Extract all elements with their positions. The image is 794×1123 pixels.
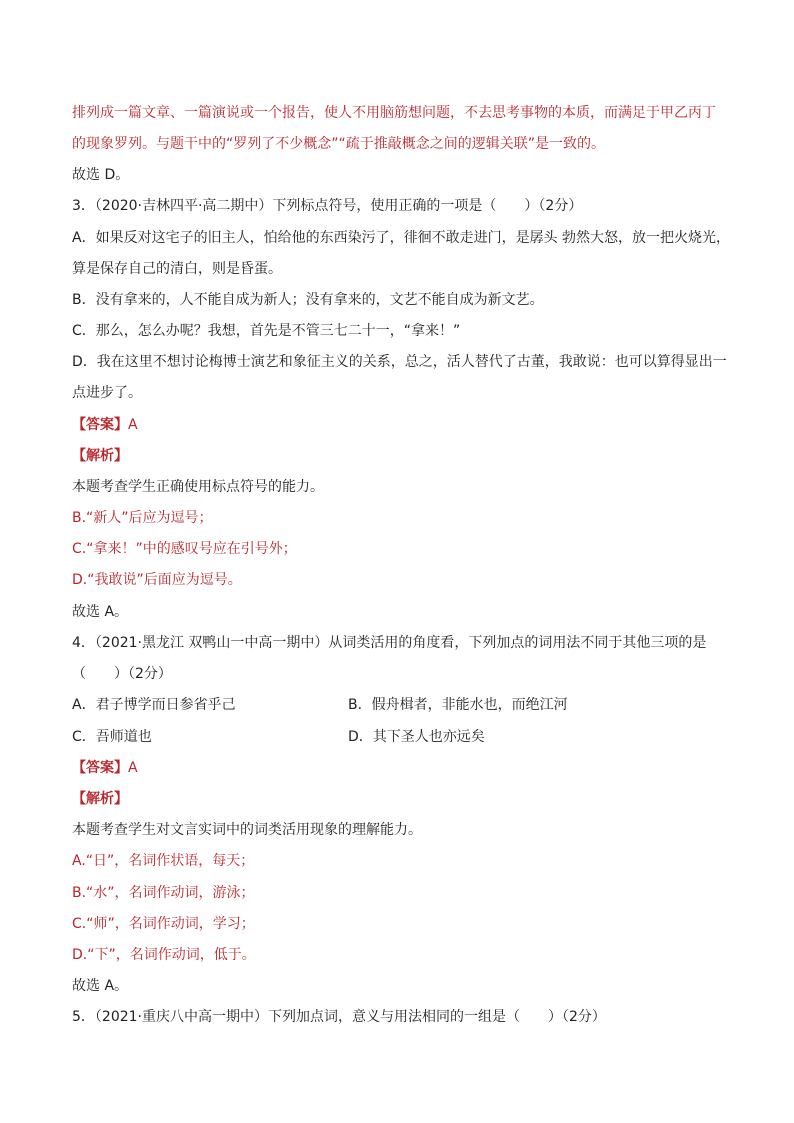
q4-analysis-label: 【解析】 (72, 791, 128, 807)
q4-conclusion: 故选 A。 (72, 978, 129, 994)
q4-stem-line-2: （ ）（2分） (72, 666, 172, 682)
q3-conclusion: 故选 A。 (72, 604, 129, 620)
q4-option-b: B．假舟楫者，非能水也，而绝江河 (348, 697, 568, 713)
intro-conclusion: 故选 D。 (72, 167, 130, 183)
q3-analysis-label: 【解析】 (72, 448, 128, 464)
q3-option-a-line-1: A．如果反对这宅子的旧主人，怕给他的东西染污了，徘徊不敢走进门，是孱头 勃然大怒，放一把火烧光， (72, 230, 731, 246)
q3-stem: 3．（2020·吉林四平·高二期中）下列标点符号，使用正确的一项是（ ）（2分） (72, 198, 583, 214)
q3-note-d: D.“我敢说”后面应为逗号。 (72, 572, 242, 588)
q3-option-c: C．那么，怎么办呢？我想，首先是不管三七二十一，“拿来！” (72, 323, 461, 339)
q4-answer (72, 759, 138, 777)
q4-option-c: C．吾师道也 (72, 729, 152, 745)
q3-answer-label: 【答案】 (72, 417, 128, 433)
q3-answer-value: A (128, 417, 138, 433)
q5-stem: 5．（2021·重庆八中高一期中）下列加点词，意义与用法相同的一组是（ ）（2分） (72, 1009, 606, 1025)
q4-answer-value: A (128, 760, 138, 776)
q3-note-b: B.“新人”后应为逗号； (72, 510, 213, 526)
q4-option-a: A．君子博学而日参省乎己 (72, 697, 236, 713)
q4-note-c: C.“师”，名词作动词，学习； (72, 916, 255, 932)
q3-option-a-line-2: 算是保存自己的清白，则是昏蛋。 (72, 261, 282, 277)
q4-note-a: A.“日”，名词作状语，每天； (72, 853, 255, 869)
q3-analysis: 本题考查学生正确使用标点符号的能力。 (72, 479, 324, 495)
q4-stem-line-1: 4．（2021·黑龙江 双鸭山一中高一期中）从词类活用的角度看，下列加点的词用法不同于其他三项的是 (72, 635, 707, 651)
intro-line-1: 排列成一篇文章、一篇演说或一个报告，使人不用脑筋想问题，不去思考事物的本质，而满足于甲乙丙丁 (72, 105, 716, 121)
q3-answer (72, 416, 138, 434)
q4-option-d: D．其下圣人也亦远矣 (348, 729, 485, 745)
q4-answer-label: 【答案】 (72, 760, 128, 776)
q3-option-d-line-1: D．我在这里不想讨论梅博士演艺和象征主义的关系，总之，活人替代了古董，我敢说：也可以算得显出一 (72, 354, 727, 370)
intro-line-2: 的现象罗列。与题干中的“罗列了不少概念”“疏于推敲概念之间的逻辑关联”是一致的。 (72, 136, 606, 152)
q3-analysis-label-row (72, 447, 128, 465)
q3-option-d-line-2: 点进步了。 (72, 385, 142, 401)
q3-option-b: B．没有拿来的，人不能自成为新人；没有拿来的，文艺不能自成为新文艺。 (72, 292, 544, 308)
q3-note-c: C.“拿来！”中的感叹号应在引号外； (72, 541, 297, 557)
q4-analysis: 本题考查学生对文言实词中的词类活用现象的理解能力。 (72, 822, 422, 838)
q4-analysis-label-row (72, 790, 128, 808)
q4-note-b: B.“水”，名词作动词，游泳； (72, 885, 255, 901)
q4-note-d: D.“下”，名词作动词，低于。 (72, 947, 256, 963)
